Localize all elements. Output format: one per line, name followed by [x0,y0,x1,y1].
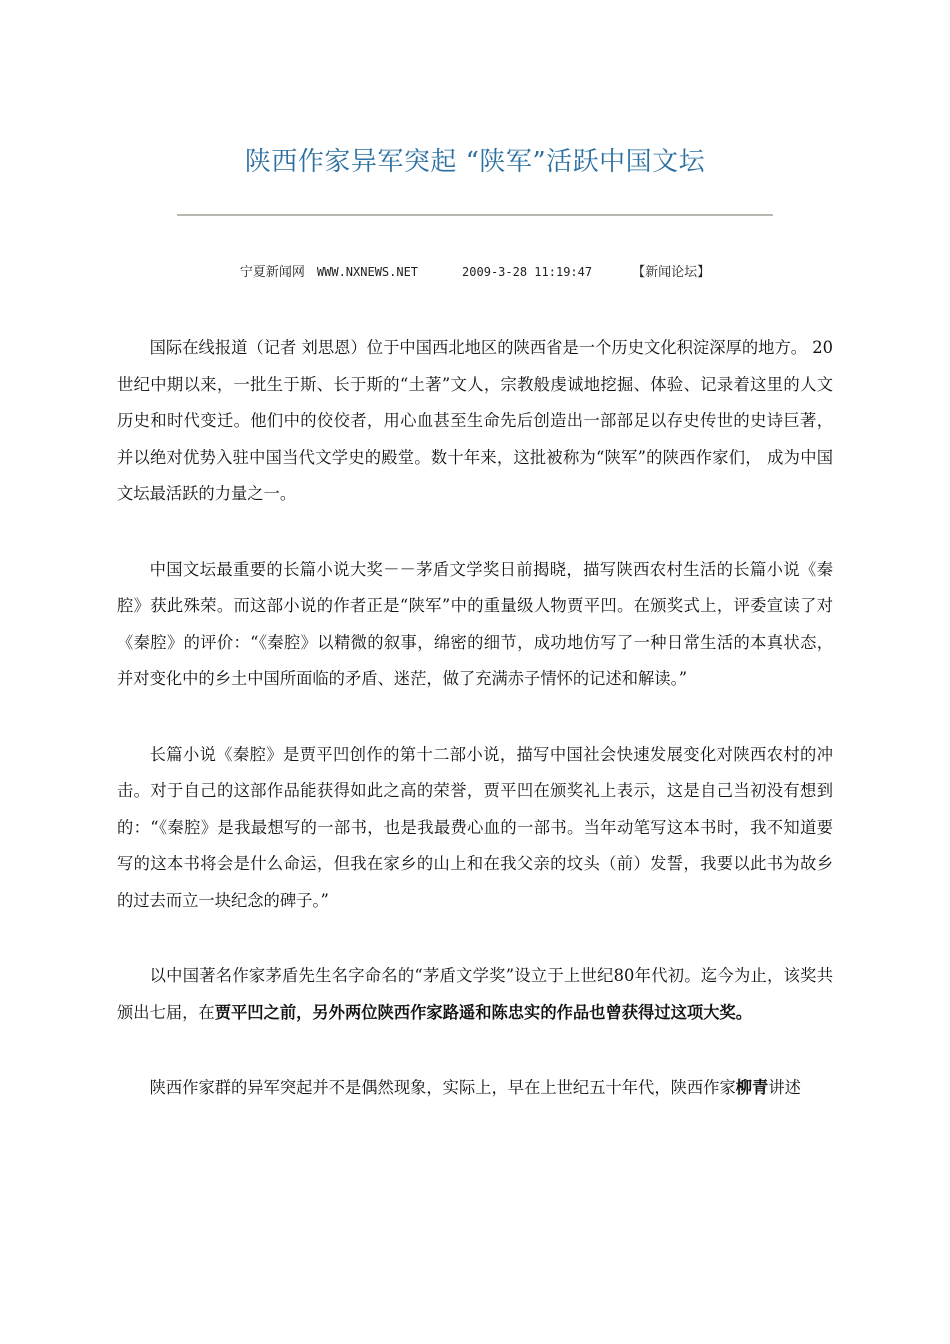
paragraph-1: 国际在线报道（记者 刘思恩）位于中国西北地区的陕西省是一个历史文化积淀深厚的地方。 20世纪中期以来，一批生于斯、长于斯的“土著”文人，宗教般虔诚地挖掘、体验、记录着这里的人文历史和时代变迁。他们中的佼佼者，用心血甚至生命先后创造出一部部足以存史传世的史诗巨著，并以绝对优势入驻中国当代文学史的殿堂。数十年来，这批被称为“陕军”的陕西作家们， 成为中国文坛最活跃的力量之一。 [117,338,833,503]
forum-link[interactable]: 【新闻论坛】 [632,265,711,280]
paragraph-5-bold-name: 柳青 [735,1078,769,1097]
paragraph-5 [117,1070,833,1107]
paragraph-2: 中国文坛最重要的长篇小说大奖－－茅盾文学奖日前揭晓，描写陕西农村生活的长篇小说《秦腔》获此殊荣。而这部小说的作者正是“陕军”中的重量级人物贾平凹。在颁奖式上，评委宣读了对《秦腔》的评价：“《秦腔》以精微的叙事，绵密的细节，成功地仿写了一种日常生活的本真状态，并对变化中的乡土中国所面临的矛盾、迷茫，做了充满赤子情怀的记述和解读。” [117,559,833,688]
article-title: 陕西作家异军突起 “陕军”活跃中国文坛 [244,147,706,177]
paragraph-3: 长篇小说《秦腔》是贾平凹创作的第十二部小说，描写中国社会快速发展变化对陕西农村的冲击。对于自己的这部作品能获得如此之高的荣誉，贾平凹在颁奖礼上表示，这是自己当初没有想到的：“《秦腔》是我最想写的一部书，也是我最费心血的一部书。当年动笔写这本书时，我不知道要写的这本书将会是什么命运，但我在家乡的山上和在我父亲的坟头（前）发誓，我要以此书为故乡的过去而立一块纪念的碑子。” [117,744,833,910]
article-body [117,330,833,1146]
article-meta [0,262,950,283]
paragraph-4 [117,958,833,1031]
publish-time: 2009-3-28 11:19:47 [462,265,593,279]
paragraph-4-text: 以中国著名作家茅盾先生名字命名的“茅盾文学奖”设立于上世纪80年代初。迄今为止，该奖共颁出七届，在 [117,966,833,1022]
source-url[interactable]: WWW.NXNEWS.NET [316,265,419,279]
title-divider [177,214,773,216]
paragraph-4-bold: 贾平凹之前，另外两位陕西作家路遥和陈忠实的作品也曾获得过这项大奖。 [214,1002,752,1022]
source-site: 宁夏新闻网 [239,265,305,280]
paragraph-5-tail: 讲述 [768,1078,801,1097]
paragraph-5-text: 陕西作家群的异军突起并不是偶然现象，实际上，早在上世纪五十年代，陕西作家 [149,1078,736,1097]
